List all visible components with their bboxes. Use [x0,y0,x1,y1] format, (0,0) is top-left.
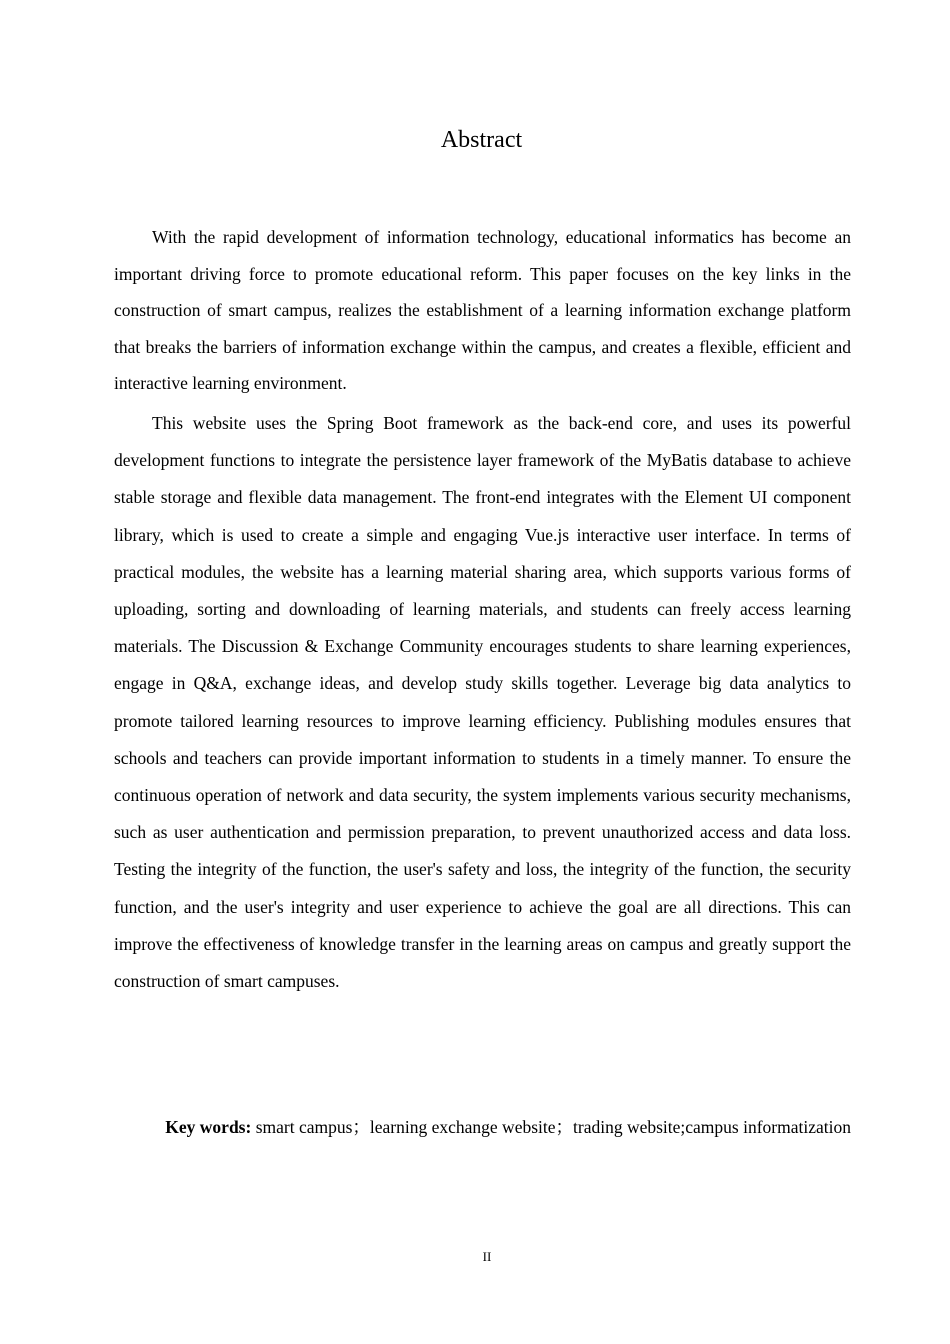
abstract-paragraph: With the rapid development of information technology, educational informatics has become an important driving force to promote educational reform. This paper focuses on the key links in the construction of smart campus, realizes the establishment of a learning information exchange platform that breaks the barriers of information exchange within the campus, and creates a flexible, efficient and interactive learning environment. [114,227,851,394]
keywords-label: Key words: [165,1117,252,1137]
page-number: II [482,1249,492,1264]
keywords-text: smart campus；learning exchange website；trading website;campus informatization [251,1117,851,1137]
abstract-body [114,219,851,1000]
abstract-paragraph: This website uses the Spring Boot framework as the back-end core, and uses its powerful development functions to integrate the persistence layer framework of the MyBatis database to achieve stable storage and flexible data management. The front-end integrates with the Element UI component library, which is used to create a simple and engaging Vue.js interactive user interface. In terms of practical modules, the website has a learning material sharing area, which supports various forms of uploading, sorting and downloading of learning materials, and students can freely access learning materials. The Discussion & Exchange Community encourages students to share learning experiences, engage in Q&A, exchange ideas, and develop study skills together. Leverage big data analytics to promote tailored learning resources to improve learning efficiency. Publishing modules ensures that schools and teachers can provide important information to students in a timely manner. To ensure the continuous operation of network and data security, the system implements various security mechanisms, such as user authentication and permission preparation, to prevent unauthorized access and data loss. Testing the integrity of the function, the user's safety and loss, the integrity of the function, the security function, and the user's integrity and user experience to achieve the goal are all directions. This can improve the effectiveness of knowledge transfer in the learning areas on campus and greatly support the construction of smart campuses. [114,412,851,992]
keywords-line [114,1117,851,1137]
page-title: Abstract [440,127,523,153]
